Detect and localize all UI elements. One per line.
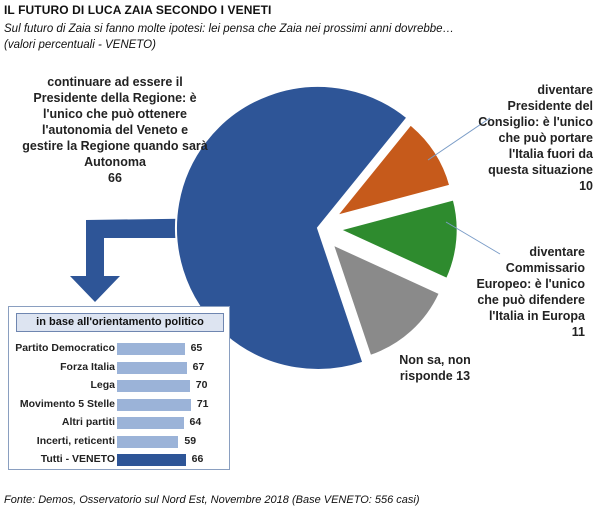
- bar-value-label: 70: [195, 379, 208, 391]
- slice-label-line: l'Italia fuori da: [508, 147, 593, 161]
- bar-value-label: 66: [191, 453, 204, 465]
- bar-value-label: 64: [189, 416, 202, 428]
- slice-label-line: Autonoma: [84, 155, 146, 169]
- bar: [117, 399, 191, 411]
- slice-label-line: Presidente del: [507, 99, 593, 113]
- bar-category-label: Incerti, reticenti: [36, 434, 115, 447]
- bar-category-label: Altri partiti: [61, 416, 115, 428]
- bar-value-label: 65: [190, 342, 203, 354]
- slice-label-line: risponde 13: [399, 369, 471, 383]
- slice-value-regione: 66: [108, 171, 122, 185]
- slice-label-line: che può difendere: [477, 293, 585, 307]
- slice-label-regione-text: [20, 74, 210, 170]
- slice-label-line: che può portare: [498, 131, 593, 145]
- slice-label-line: questa situazione: [488, 163, 593, 177]
- slice-label-line: gestire la Regione quando sarà: [22, 139, 208, 153]
- slice-label-line: diventare: [537, 83, 593, 97]
- slice-label-consiglio: [478, 82, 593, 194]
- slice-label-regione: [20, 74, 210, 186]
- slice-label-consiglio-text: [478, 82, 593, 178]
- slice-label-line: Commissario: [505, 261, 585, 275]
- bar-category-label: Tutti - VENETO: [40, 453, 115, 465]
- bar-row: [9, 378, 229, 394]
- slice-label-commissario: [470, 244, 585, 340]
- bar-category-label: Forza Italia: [60, 360, 115, 373]
- bar-row: [9, 360, 229, 376]
- bar-row: [9, 397, 229, 413]
- bar-category-label: Partito Democratico: [15, 342, 115, 354]
- bar: [117, 454, 186, 466]
- bar: [117, 362, 187, 374]
- slice-label-line: Consiglio: è l'unico: [478, 115, 593, 129]
- source-note: Fonte: Demos, Osservatorio sul Nord Est, Novembre 2018 (Base VENETO: 556 casi): [4, 494, 420, 506]
- bar: [117, 417, 184, 429]
- slice-value-consiglio: 10: [579, 179, 593, 193]
- bar-row: [9, 341, 229, 357]
- slice-label-line: continuare ad essere il: [47, 75, 183, 89]
- bar-value-label: 59: [184, 434, 197, 447]
- slice-label-line: diventare: [529, 245, 585, 259]
- bar-row: [9, 415, 229, 431]
- slice-label-line: l'unico che può ottenere: [43, 107, 187, 121]
- slice-label-line: Presidente della Regione: è: [33, 91, 197, 105]
- bar: [117, 380, 190, 392]
- slice-label-line: Non sa, non: [399, 353, 471, 367]
- slice-value-commissario: 11: [571, 325, 585, 339]
- slice-label-line: Europeo: è l'unico: [476, 277, 585, 291]
- bar-category-label: Lega: [90, 379, 115, 391]
- subtitle-note: (valori percentuali - VENETO): [4, 39, 156, 51]
- bar-category-label: Movimento 5 Stelle: [19, 397, 115, 410]
- bar-panel-title: in base all'orientamento politico: [16, 313, 224, 332]
- slice-label-nonsa-text: [380, 352, 490, 384]
- chart-title: IL FUTURO DI LUCA ZAIA SECONDO I VENETI: [4, 3, 272, 17]
- bar: [117, 343, 185, 355]
- orientation-bar-panel: [8, 306, 230, 470]
- slice-label-line: l'Italia in Europa: [488, 309, 585, 323]
- slice-label-line: l'autonomia del Veneto e: [41, 123, 189, 137]
- bar-value-label: 71: [196, 397, 209, 410]
- bar-row: [9, 434, 229, 450]
- bar: [117, 436, 178, 448]
- subtitle-question: Sul futuro di Zaia si fanno molte ipotesi: lei pensa che Zaia nei prossimi anni dovrebbe…: [4, 23, 455, 35]
- slice-label-nonsa: [380, 352, 490, 384]
- bar-value-label: 67: [192, 360, 205, 373]
- slice-label-commissario-text: [470, 244, 585, 324]
- bar-row: [9, 452, 229, 468]
